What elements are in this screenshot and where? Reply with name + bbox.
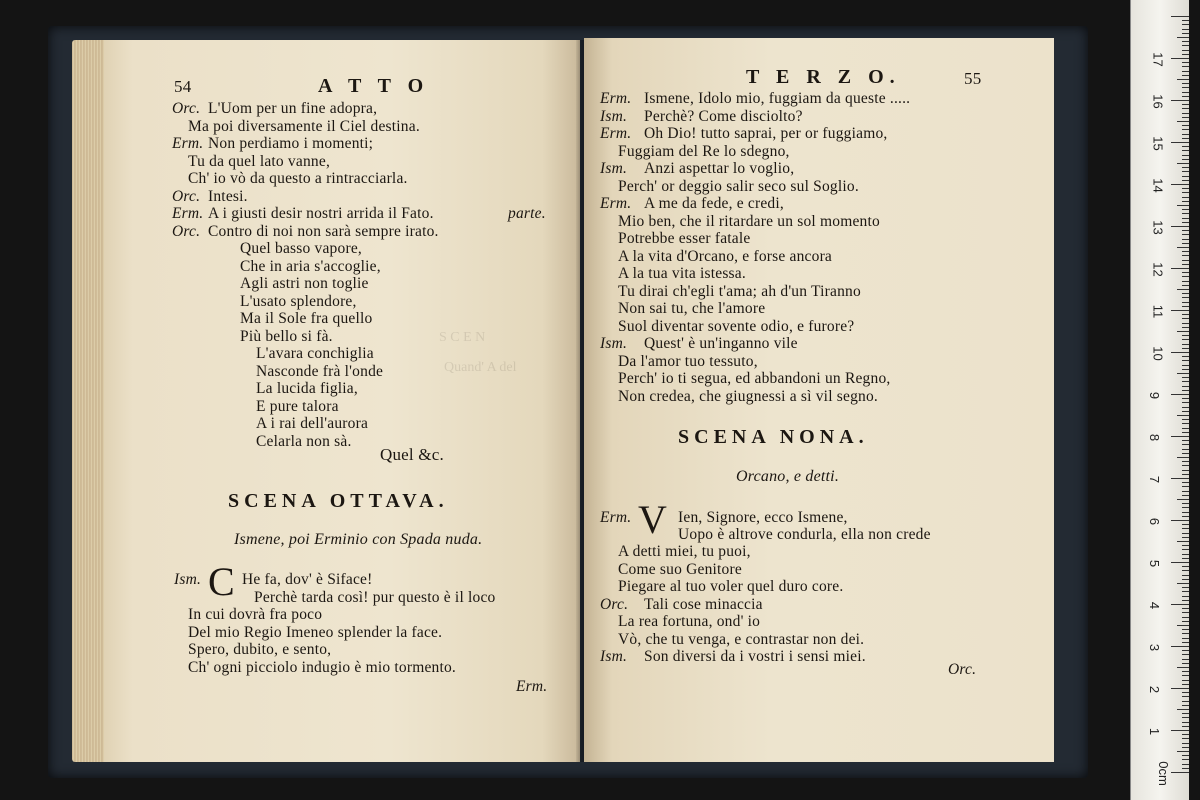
ruler-tick: [1182, 335, 1189, 336]
ruler-tick: [1182, 453, 1189, 454]
aria-verse: Nasconde frà l'onde: [256, 362, 384, 380]
ruler-tick: [1177, 541, 1189, 542]
ruler-tick: [1182, 33, 1189, 34]
ruler-tick: [1171, 226, 1189, 227]
ruler-tick: [1182, 617, 1189, 618]
ruler-tick: [1182, 675, 1189, 676]
ruler-tick: [1182, 302, 1189, 303]
ruler-tick: [1182, 75, 1189, 76]
verse-line: Anzi aspettar lo voglio,: [644, 160, 795, 177]
ruler-tick: [1182, 633, 1189, 634]
ruler-tick: [1182, 62, 1189, 63]
speaker-label: Erm.: [172, 135, 204, 152]
left-running-head: A T T O: [318, 75, 430, 97]
ruler-tick: [1182, 146, 1189, 147]
verse-line: Perchè tarda così! pur questo è il loco: [254, 588, 496, 606]
ruler-tick: [1182, 684, 1189, 685]
ruler-tick: [1182, 104, 1189, 105]
ruler-tick: [1182, 591, 1189, 592]
measuring-ruler: [1130, 0, 1189, 800]
ruler-tick: [1177, 457, 1189, 458]
ruler-tick: [1182, 134, 1189, 135]
ruler-tick: [1182, 113, 1189, 114]
ruler-tick: [1182, 255, 1189, 256]
ruler-tick: [1182, 545, 1189, 546]
aria-verse: Più bello si fà.: [240, 327, 333, 345]
ruler-tick: [1182, 150, 1189, 151]
ruler-tick: [1182, 197, 1189, 198]
verse-line: Quest' è un'inganno vile: [644, 335, 798, 352]
ruler-tick: [1182, 138, 1189, 139]
ruler-tick: [1182, 318, 1189, 319]
ruler-tick: [1182, 503, 1189, 504]
ruler-tick: [1177, 79, 1189, 80]
ruler-label: 4: [1147, 601, 1163, 610]
ruler-tick: [1182, 465, 1189, 466]
verse-line: Oh Dio! tutto saprai, per or fuggiamo,: [644, 125, 888, 142]
scene-nona-persons: Orcano, e detti.: [736, 468, 840, 485]
ruler-tick: [1182, 726, 1189, 727]
ruler-tick: [1182, 71, 1189, 72]
ruler-tick: [1182, 491, 1189, 492]
ruler-tick: [1182, 755, 1189, 756]
verse-line: Ma poi diversamente il Ciel destina.: [188, 117, 420, 135]
ruler-tick: [1182, 356, 1189, 357]
verse-line: Non sai tu, che l'amore: [618, 300, 766, 317]
verse-line: Da l'amor tuo tessuto,: [618, 352, 758, 370]
ruler-tick: [1171, 604, 1189, 605]
ruler-label: 7: [1147, 475, 1163, 484]
aria-verse: La lucida figlia,: [256, 380, 358, 397]
ruler-tick: [1182, 663, 1189, 664]
scene-ottava-title: SCENA OTTAVA.: [228, 490, 449, 512]
speaker-label: Ism.: [600, 335, 628, 352]
ruler-label: 2: [1147, 685, 1163, 694]
aria-verse: L'avara conchiglia: [256, 345, 374, 362]
ruler-tick: [1182, 188, 1189, 189]
verse-line: Potrebbe esser fatale: [618, 230, 751, 247]
ruler-tick: [1182, 411, 1189, 412]
verse-line: In cui dovrà fra poco: [188, 606, 323, 623]
ruler-tick: [1171, 100, 1189, 101]
verse-line: Suol diventar sovente odio, e furore?: [618, 317, 855, 335]
ruler-tick: [1171, 646, 1189, 647]
verse-line: Contro di noi non sarà sempre irato.: [208, 222, 439, 240]
verse-line: Vò, che tu venga, e contrastar non dei.: [618, 630, 865, 648]
ruler-tick: [1182, 348, 1189, 349]
speaker-label: Orc.: [172, 222, 201, 240]
ruler-tick: [1182, 398, 1189, 399]
ruler-tick: [1182, 360, 1189, 361]
ruler-label: 8: [1147, 433, 1163, 442]
ruler-tick: [1182, 638, 1189, 639]
scene-ottava-speaker: Ism.: [174, 571, 202, 588]
ruler-label: 17: [1150, 52, 1166, 67]
verse-line: Ismene, Idolo mio, fuggiam da queste .....: [644, 90, 911, 107]
ruler-tick: [1182, 533, 1189, 534]
ruler-tick: [1182, 432, 1189, 433]
aria-reprise: Quel &c.: [380, 445, 444, 464]
ruler-tick: [1182, 192, 1189, 193]
verse-line: Tu dirai ch'egli t'ama; ah d'un Tiranno: [618, 282, 861, 300]
ruler-tick: [1182, 575, 1189, 576]
ruler-tick: [1177, 37, 1189, 38]
ruler-tick: [1182, 108, 1189, 109]
ruler-label: 5: [1147, 559, 1163, 568]
ruler-label: 3: [1147, 643, 1163, 652]
speaker-label: Orc.: [172, 100, 201, 117]
ruler-tick: [1182, 323, 1189, 324]
scene-nona-second-line: Uopo è altrove condurla, ella non crede: [678, 526, 931, 543]
ruler-tick: [1177, 667, 1189, 668]
ruler-tick: [1182, 293, 1189, 294]
verse-line: A la vita d'Orcano, e forse ancora: [618, 247, 833, 265]
ruler-tick: [1182, 209, 1189, 210]
ruler-tick: [1177, 709, 1189, 710]
speaker-label: Erm.: [172, 205, 204, 222]
ruler-tick: [1182, 713, 1189, 714]
ruler-tick: [1182, 440, 1189, 441]
ruler-tick: [1182, 734, 1189, 735]
ruler-tick: [1171, 310, 1189, 311]
ruler-label: 6: [1147, 517, 1163, 526]
verse-line: Tali cose minaccia: [644, 595, 763, 613]
ruler-tick: [1171, 730, 1189, 731]
ruler-tick: [1171, 772, 1189, 773]
ruler-tick: [1182, 87, 1189, 88]
stage-direction: parte.: [508, 205, 546, 222]
verse-line: Piegare al tuo voler quel duro core.: [618, 578, 844, 595]
ruler-tick: [1177, 373, 1189, 374]
ruler-tick: [1182, 537, 1189, 538]
speaker-label: Orc.: [600, 595, 629, 613]
ruler-tick: [1182, 96, 1189, 97]
verse-line: He fa, dov' è Siface!: [242, 571, 373, 588]
verse-line: Perchè? Come disciolto?: [644, 107, 803, 125]
ruler-tick: [1182, 486, 1189, 487]
ruler-tick: [1182, 29, 1189, 30]
ruler-tick: [1171, 352, 1189, 353]
ruler-tick: [1182, 629, 1189, 630]
ruler-tick: [1182, 461, 1189, 462]
ruler-tick: [1177, 331, 1189, 332]
verse-line: Fuggiam del Re lo sdegno,: [618, 142, 790, 160]
ruler-tick: [1182, 297, 1189, 298]
ruler-tick: [1182, 230, 1189, 231]
ruler-tick: [1182, 344, 1189, 345]
ruler-tick: [1182, 66, 1189, 67]
scene-nona-title: SCENA NONA.: [678, 426, 869, 448]
ruler-tick: [1182, 155, 1189, 156]
ruler-tick: [1182, 768, 1189, 769]
ruler-tick: [1182, 239, 1189, 240]
ruler-tick: [1182, 369, 1189, 370]
ruler-tick: [1182, 524, 1189, 525]
verse-line: A detti miei, tu puoi,: [618, 543, 751, 560]
verse-line: Non perdiamo i momenti;: [208, 135, 374, 152]
ruler-tick: [1182, 251, 1189, 252]
ruler-tick: [1182, 243, 1189, 244]
ruler-tick: [1182, 171, 1189, 172]
ruler-label: 15: [1150, 136, 1166, 151]
ruler-tick: [1182, 327, 1189, 328]
ruler-tick: [1182, 507, 1189, 508]
verse-line: Come suo Genitore: [618, 560, 742, 578]
ruler-label: 1: [1147, 727, 1163, 736]
aria-verse: Che in aria s'accoglie,: [240, 257, 381, 275]
ruler-tick: [1182, 612, 1189, 613]
ruler-tick: [1182, 680, 1189, 681]
drop-cap-c: C: [208, 559, 235, 604]
ruler-tick: [1171, 478, 1189, 479]
verse-line: Mio ben, che il ritardare un sol momento: [618, 212, 880, 230]
ruler-tick: [1171, 16, 1189, 17]
scene-ottava-persons: Ismene, poi Erminio con Spada nuda.: [234, 531, 483, 548]
left-page: [104, 40, 580, 762]
verse-line: Perch' or deggio salir seco sul Soglio.: [618, 177, 859, 195]
ruler-tick: [1182, 738, 1189, 739]
ruler-tick: [1182, 390, 1189, 391]
ruler-label: 14: [1150, 178, 1166, 193]
ruler-tick: [1182, 516, 1189, 517]
ruler-tick: [1182, 377, 1189, 378]
ruler-tick: [1182, 558, 1189, 559]
ruler-tick: [1182, 554, 1189, 555]
ruler-tick: [1182, 717, 1189, 718]
speaker-label: Ism.: [600, 648, 628, 665]
ruler-tick: [1182, 381, 1189, 382]
ruler-tick: [1182, 419, 1189, 420]
verse-line: Spero, dubito, e sento,: [188, 641, 332, 658]
verse-line: A i giusti desir nostri arrida il Fato.: [208, 205, 434, 222]
drop-cap-v: V: [638, 497, 667, 542]
ruler-tick: [1182, 444, 1189, 445]
ruler-tick: [1177, 121, 1189, 122]
ruler-tick: [1171, 562, 1189, 563]
speaker-label: Erm.: [600, 90, 632, 107]
ruler-tick: [1182, 692, 1189, 693]
ruler-tick: [1177, 625, 1189, 626]
ruler-tick: [1182, 272, 1189, 273]
ruler-tick: [1182, 600, 1189, 601]
ruler-tick: [1171, 184, 1189, 185]
ruler-tick: [1182, 579, 1189, 580]
ruler-tick: [1171, 520, 1189, 521]
ruler-tick: [1182, 50, 1189, 51]
ruler-tick: [1182, 482, 1189, 483]
ruler-tick: [1182, 180, 1189, 181]
ruler-tick: [1182, 260, 1189, 261]
ruler-tick: [1177, 415, 1189, 416]
ruler-tick: [1182, 671, 1189, 672]
ruler-tick: [1182, 54, 1189, 55]
aria-verse: E pure talora: [256, 397, 339, 415]
ruler-tick: [1182, 281, 1189, 282]
ruler-tick: [1177, 583, 1189, 584]
scene-nona-first-line: Ien, Signore, ecco Ismene,: [678, 509, 848, 526]
ruler-tick: [1182, 20, 1189, 21]
verse-line: Non credea, che giugnessi a sì vil segno.: [618, 387, 879, 405]
ruler-label: 9: [1147, 391, 1163, 400]
verse-line: Tu da quel lato vanne,: [188, 152, 331, 170]
scene-nona-speaker: Erm.: [600, 509, 632, 526]
ruler-tick: [1182, 705, 1189, 706]
ruler-tick: [1182, 696, 1189, 697]
ruler-tick: [1182, 428, 1189, 429]
ruler-tick: [1182, 566, 1189, 567]
speaker-label: Ism.: [600, 160, 628, 177]
aria-verse: Agli astri non toglie: [240, 275, 369, 292]
ruler-tick: [1182, 45, 1189, 46]
ruler-tick: [1182, 234, 1189, 235]
ruler-tick: [1182, 222, 1189, 223]
aria-verse: Quel basso vapore,: [240, 240, 362, 257]
ruler-tick: [1182, 264, 1189, 265]
ruler-tick: [1182, 167, 1189, 168]
ruler-tick: [1182, 423, 1189, 424]
left-catchword: Erm.: [516, 678, 548, 695]
ruler-tick: [1182, 285, 1189, 286]
ruler-tick: [1182, 314, 1189, 315]
verse-line: A me da fede, e credi,: [644, 195, 784, 212]
ruler-tick: [1182, 722, 1189, 723]
speaker-label: Erm.: [600, 195, 632, 212]
ruler-tick: [1182, 276, 1189, 277]
ruler-tick: [1177, 205, 1189, 206]
ruler-tick: [1182, 83, 1189, 84]
ruler-tick: [1171, 394, 1189, 395]
ruler-tick: [1182, 650, 1189, 651]
ruler-tick: [1182, 218, 1189, 219]
ruler-tick: [1182, 24, 1189, 25]
aria-verse: L'usato splendore,: [240, 292, 357, 310]
ruler-tick: [1182, 512, 1189, 513]
ruler-tick: [1182, 549, 1189, 550]
ruler-tick: [1182, 407, 1189, 408]
verse-line: A la tua vita istessa.: [618, 265, 746, 282]
ruler-tick: [1182, 159, 1189, 160]
ruler-tick: [1182, 306, 1189, 307]
verse-line: La rea fortuna, ond' io: [618, 613, 761, 630]
ruler-tick: [1171, 268, 1189, 269]
ruler-label: 16: [1150, 94, 1166, 109]
ruler-tick: [1182, 587, 1189, 588]
ruler-tick: [1177, 289, 1189, 290]
ruler-tick: [1182, 449, 1189, 450]
ruler-tick: [1182, 495, 1189, 496]
aria-verse: Celarla non sà.: [256, 432, 352, 450]
ruler-tick: [1177, 751, 1189, 752]
ruler-tick: [1171, 688, 1189, 689]
ruler-tick: [1182, 654, 1189, 655]
ruler-tick: [1182, 747, 1189, 748]
show-through-text: S C E N: [439, 330, 486, 345]
ruler-tick: [1171, 142, 1189, 143]
speaker-label: Ism.: [600, 107, 628, 125]
verse-line: Intesi.: [208, 187, 248, 205]
ruler-tick: [1177, 499, 1189, 500]
verse-line: L'Uom per un fine adopra,: [208, 100, 378, 117]
aria-verse: Ma il Sole fra quello: [240, 310, 373, 327]
ruler-tick: [1182, 470, 1189, 471]
right-running-head: T E R Z O.: [746, 66, 901, 88]
ruler-tick: [1182, 365, 1189, 366]
verse-line: Ch' ogni picciolo indugio è mio tormento.: [188, 658, 457, 676]
ruler-tick: [1182, 176, 1189, 177]
ruler-tick: [1182, 213, 1189, 214]
ruler-tick: [1177, 247, 1189, 248]
ruler-tick: [1182, 596, 1189, 597]
ruler-tick: [1182, 528, 1189, 529]
right-folio: 55: [964, 69, 982, 88]
ruler-tick: [1182, 621, 1189, 622]
ruler-label: 0cm: [1155, 761, 1171, 786]
ruler-label: 13: [1150, 220, 1166, 235]
ruler-label: 11: [1150, 304, 1166, 319]
ruler-tick: [1182, 339, 1189, 340]
verse-line: Perch' io ti segua, ed abbandoni un Regno,: [618, 370, 891, 387]
ruler-tick: [1182, 759, 1189, 760]
ruler-tick: [1182, 764, 1189, 765]
ruler-tick: [1182, 659, 1189, 660]
ruler-tick: [1182, 642, 1189, 643]
ruler-tick: [1182, 608, 1189, 609]
ruler-tick: [1182, 743, 1189, 744]
ruler-tick: [1177, 163, 1189, 164]
ruler-tick: [1182, 201, 1189, 202]
speaker-label: Erm.: [600, 125, 632, 142]
speaker-label: Orc.: [172, 187, 201, 205]
ruler-tick: [1182, 701, 1189, 702]
ruler-tick: [1182, 92, 1189, 93]
ruler-tick: [1182, 386, 1189, 387]
ruler-tick: [1182, 402, 1189, 403]
aria-verse: A i rai dell'aurora: [256, 415, 369, 432]
show-through-text: Quand' A del: [444, 360, 517, 375]
right-catchword: Orc.: [948, 661, 977, 678]
ruler-tick: [1182, 129, 1189, 130]
ruler-tick: [1182, 570, 1189, 571]
ruler-tick: [1171, 436, 1189, 437]
ruler-tick: [1182, 117, 1189, 118]
ruler-tick: [1182, 125, 1189, 126]
verse-line: Ch' io vò da questo a rintracciarla.: [188, 170, 408, 187]
left-folio: 54: [174, 77, 192, 96]
ruler-tick: [1182, 474, 1189, 475]
ruler-label: 12: [1150, 262, 1166, 277]
verse-line: Del mio Regio Imeneo splender la face.: [188, 623, 443, 641]
ruler-tick: [1182, 41, 1189, 42]
right-page: [584, 38, 1054, 762]
ruler-label: 10: [1150, 346, 1166, 361]
verse-line: Son diversi da i vostri i sensi miei.: [644, 648, 866, 665]
ruler-tick: [1171, 58, 1189, 59]
